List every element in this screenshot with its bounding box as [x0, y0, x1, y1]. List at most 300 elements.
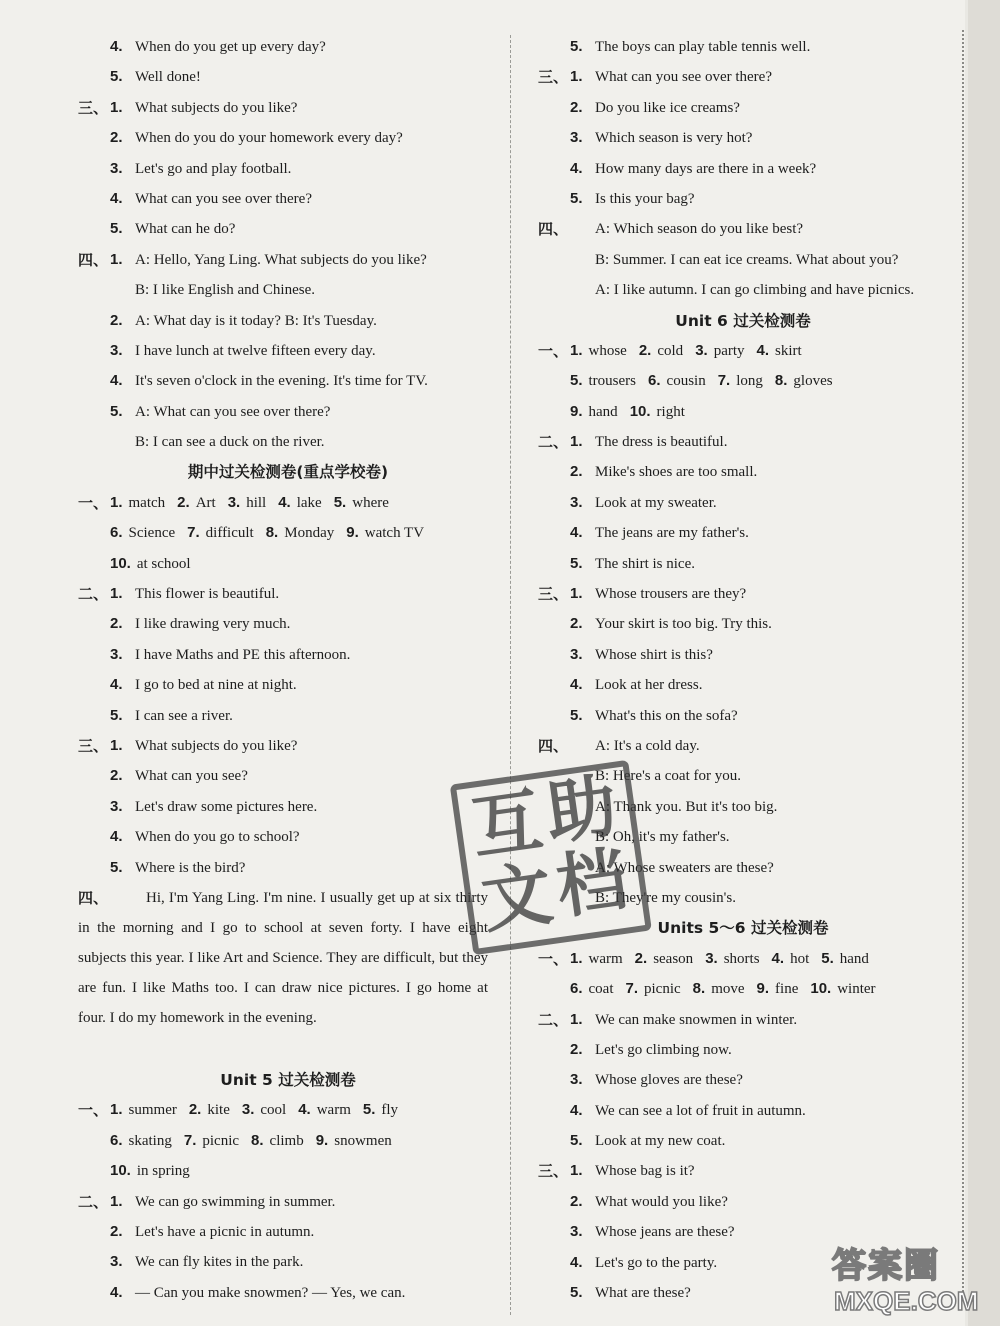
site-watermark	[832, 1238, 992, 1322]
answer-line	[78, 275, 498, 305]
item-number: 1.	[110, 736, 123, 754]
vocab-word: skirt	[775, 342, 802, 359]
answer-text: B: They're my cousin's.	[595, 889, 736, 906]
vocab-item	[630, 397, 685, 427]
item-number: 2.	[570, 615, 583, 633]
vocab-row	[78, 488, 498, 518]
item-number: 6.	[570, 980, 583, 998]
answer-line	[78, 822, 498, 852]
item-number: 3.	[110, 645, 123, 663]
vocab-word: difficult	[205, 525, 254, 542]
answer-text: B: Here's a coat for you.	[595, 768, 741, 785]
item-number: 1.	[110, 98, 123, 116]
answer-text: Mike's shoes are too small.	[595, 464, 758, 481]
item-number: 10.	[629, 402, 651, 420]
vocab-item	[110, 549, 191, 579]
answer-text: Do you like ice creams?	[595, 99, 740, 116]
vocab-word: climb	[269, 1132, 304, 1149]
item-number: 5.	[110, 220, 123, 238]
answer-text: We can make snowmen in winter.	[595, 1011, 798, 1028]
answer-text: A: I like autumn. I can go climbing and have picnics.	[595, 282, 915, 299]
vocab-item	[810, 974, 875, 1004]
answer-text: Let's go to the party.	[595, 1254, 718, 1271]
answer-line	[538, 457, 948, 487]
answer-text: — Can you make snowmen? — Yes, we can.	[135, 1284, 406, 1301]
item-number: 4.	[298, 1101, 311, 1119]
answer-line	[538, 62, 948, 92]
vocab-word: whose	[588, 342, 627, 359]
vocab-items	[570, 397, 697, 427]
answer-text: Whose shirt is this?	[595, 646, 713, 663]
item-number: 5.	[110, 68, 123, 86]
answer-line	[78, 93, 498, 123]
section-marker: 三、	[78, 98, 109, 117]
vocab-word: hand	[588, 403, 618, 420]
answer-text: Which season is very hot?	[595, 130, 753, 147]
vocab-word: picnic	[202, 1132, 240, 1149]
stamp-char: 助	[541, 764, 622, 856]
item-number: 1.	[570, 341, 583, 359]
section-marker: 二、	[78, 585, 109, 604]
vocab-word: winter	[837, 981, 876, 998]
vocab-items	[110, 549, 203, 579]
vocab-item	[775, 366, 833, 396]
vocab-word: hot	[790, 950, 810, 967]
answer-text: When do you get up every day?	[135, 39, 326, 55]
vocab-word: warm	[316, 1102, 351, 1119]
item-number: 5.	[110, 858, 123, 876]
item-number: 5.	[570, 372, 583, 390]
item-number: 3.	[227, 493, 241, 511]
item-number: 2.	[110, 767, 123, 785]
answer-line	[538, 579, 948, 609]
answer-text: It's seven o'clock in the evening. It's time for TV.	[135, 373, 428, 390]
answer-text: Look at my new coat.	[595, 1133, 726, 1150]
vocab-item	[570, 944, 623, 974]
answer-text: Look at her dress.	[595, 677, 703, 694]
answer-line	[538, 1005, 948, 1035]
vocab-word: cold	[657, 342, 684, 359]
section-marker: 四、	[78, 250, 109, 269]
vocab-item	[757, 336, 802, 366]
answer-text: Let's have a picnic in autumn.	[135, 1223, 315, 1240]
item-number: 9.	[570, 402, 583, 420]
answer-text: We can fly kites in the park.	[135, 1254, 304, 1271]
vocab-items	[570, 974, 888, 1004]
answer-line	[538, 549, 948, 579]
vocab-item	[316, 1126, 392, 1156]
answer-line	[78, 792, 498, 822]
answer-line	[538, 488, 948, 518]
answer-text: The dress is beautiful.	[595, 434, 728, 451]
item-number: 2.	[110, 129, 123, 147]
item-number: 10.	[110, 554, 131, 572]
answer-text: What subjects do you like?	[135, 737, 298, 754]
vocab-item	[334, 488, 389, 518]
item-number: 4.	[570, 1101, 583, 1119]
answer-text: What would you like?	[595, 1193, 728, 1210]
vocab-row	[538, 974, 948, 1004]
item-number: 9.	[315, 1131, 329, 1149]
item-number: 4.	[756, 341, 770, 359]
item-number: 1.	[570, 1162, 583, 1180]
stamp-char: 档	[551, 837, 633, 929]
item-number: 2.	[177, 493, 190, 511]
section-heading: Units 5～6 过关检测卷	[657, 919, 829, 938]
answer-line	[538, 1126, 948, 1156]
watermark-stamp	[440, 750, 653, 955]
answer-text: B: Summer. I can eat ice creams. What about you?	[595, 251, 899, 268]
vocab-word: cool	[260, 1102, 287, 1119]
answer-text: I go to bed at nine at night.	[135, 677, 297, 694]
vocab-word: hill	[246, 494, 267, 511]
item-number: 10.	[810, 980, 832, 998]
vocab-item	[363, 1095, 398, 1125]
vocab-word: fine	[775, 981, 799, 998]
item-number: 2.	[638, 341, 652, 359]
vocab-item	[821, 944, 869, 974]
item-number: 9.	[346, 524, 359, 542]
vocab-item	[177, 488, 216, 518]
answer-text: A: Thank you. But it's too big.	[595, 798, 778, 815]
vocab-item	[635, 944, 694, 974]
vocab-word: party	[713, 342, 745, 359]
answer-line	[78, 579, 498, 609]
answer-line	[538, 518, 948, 548]
vocab-item	[639, 336, 683, 366]
answer-line	[78, 609, 498, 639]
answer-text: I like drawing very much.	[135, 616, 291, 633]
section-marker: 一、	[538, 341, 569, 360]
answer-line	[538, 93, 948, 123]
item-number: 2.	[570, 1040, 583, 1058]
vocab-item	[626, 974, 681, 1004]
answer-line	[78, 853, 498, 883]
section-marker: 四、	[538, 736, 569, 755]
vocab-word: coat	[588, 981, 614, 998]
vocab-items	[110, 1095, 410, 1125]
section-marker: 二、	[538, 1010, 569, 1029]
vocab-item	[242, 1095, 286, 1125]
vocab-row	[538, 397, 948, 427]
item-number: 4.	[110, 372, 123, 390]
item-number: 3.	[110, 341, 123, 359]
section-marker: 二、	[78, 1192, 109, 1211]
answer-text: B: I can see a duck on the river.	[135, 434, 325, 451]
vocab-item	[705, 944, 759, 974]
vocab-item	[228, 488, 267, 518]
right-column	[538, 32, 948, 1308]
item-number: 4.	[110, 828, 123, 846]
item-number: 4.	[570, 159, 583, 177]
vocab-word: gloves	[793, 373, 833, 390]
answer-text: The shirt is nice.	[595, 555, 695, 572]
answer-text: The jeans are my father's.	[595, 525, 749, 542]
section-marker: 一、	[78, 1101, 109, 1120]
vocab-item	[278, 488, 322, 518]
vocab-item	[110, 488, 165, 518]
section-heading: Unit 5 过关检测卷	[220, 1070, 356, 1089]
answer-text: We can see a lot of fruit in autumn.	[595, 1102, 806, 1119]
section-marker: 一、	[78, 493, 109, 512]
answer-text: What subjects do you like?	[135, 99, 298, 116]
answer-line	[538, 1096, 948, 1126]
answer-text: What can you see over there?	[595, 69, 772, 86]
answer-line	[538, 640, 948, 670]
vocab-row	[78, 518, 498, 548]
vocab-item	[110, 1156, 190, 1186]
item-number: 1.	[570, 585, 583, 603]
answer-text: Whose gloves are these?	[595, 1072, 743, 1089]
vocab-row	[538, 336, 948, 366]
item-number: 2.	[634, 949, 648, 967]
reading-paragraph-block	[78, 883, 498, 1065]
answer-line	[538, 1035, 948, 1065]
vocab-items	[110, 518, 436, 548]
answer-text: A: Which season do you like best?	[595, 221, 804, 238]
answer-line	[538, 609, 948, 639]
vocab-item	[693, 974, 745, 1004]
item-number: 3.	[570, 1071, 583, 1089]
item-number: 2.	[110, 1222, 123, 1240]
answer-text: B: I like English and Chinese.	[135, 282, 315, 299]
vocab-item	[187, 518, 254, 548]
answer-text: Let's go and play football.	[135, 160, 292, 177]
vocab-items	[110, 1156, 202, 1186]
item-number: 2.	[570, 1192, 583, 1210]
item-number: 7.	[183, 1131, 197, 1149]
section-marker: 四、	[538, 220, 569, 239]
item-number: 5.	[570, 554, 583, 572]
vocab-item	[570, 336, 627, 366]
vocab-item	[718, 366, 763, 396]
vocab-word: kite	[207, 1102, 230, 1119]
vocab-row	[78, 1126, 498, 1156]
vocab-items	[570, 336, 814, 366]
answer-line	[78, 640, 498, 670]
answer-line	[538, 184, 948, 214]
item-number: 5.	[110, 706, 123, 724]
item-number: 8.	[265, 524, 279, 542]
item-number: 1.	[570, 68, 583, 86]
vocab-word: fly	[381, 1102, 399, 1119]
vocab-word: watch TV	[364, 525, 425, 542]
answer-text: A: What day is it today? B: It's Tuesday.	[135, 312, 377, 329]
answer-text: B: Oh, it's my father's.	[595, 829, 730, 846]
answer-line	[78, 306, 498, 336]
item-number: 5.	[333, 493, 347, 511]
item-number: 3.	[570, 129, 583, 147]
vocab-word: Science	[128, 525, 176, 542]
answer-text: Your skirt is too big. Try this.	[595, 616, 772, 633]
item-number: 7.	[717, 372, 731, 390]
answer-line	[78, 154, 498, 184]
vocab-item	[772, 944, 810, 974]
item-number: 6.	[110, 524, 123, 542]
page-margin-strip	[968, 0, 1000, 1326]
answer-text: What are these?	[595, 1285, 691, 1302]
answer-text: A: Whose sweaters are these?	[595, 859, 774, 876]
item-number: 1.	[110, 250, 123, 268]
answer-line	[78, 731, 498, 761]
item-number: 3.	[695, 341, 708, 359]
answer-line	[78, 123, 498, 153]
vocab-row	[78, 549, 498, 579]
answer-line	[78, 670, 498, 700]
section-marker: 三、	[538, 68, 569, 87]
answer-line	[78, 245, 498, 275]
vocab-word: trousers	[588, 373, 637, 390]
answer-text: I can see a river.	[135, 707, 233, 724]
item-number: 2.	[188, 1101, 202, 1119]
item-number: 4.	[771, 949, 785, 967]
item-number: 3.	[110, 797, 123, 815]
answer-text: What can you see over there?	[135, 190, 312, 207]
vocab-item	[570, 397, 618, 427]
answer-text: A: It's a cold day.	[595, 737, 700, 754]
vocab-word: hand	[839, 950, 869, 967]
vocab-item	[695, 336, 744, 366]
item-number: 2.	[110, 615, 123, 633]
item-number: 1.	[570, 949, 583, 967]
item-number: 4.	[570, 524, 583, 542]
vocab-word: season	[653, 950, 694, 967]
answer-line	[78, 336, 498, 366]
vocab-word: move	[711, 981, 745, 998]
item-number: 8.	[774, 372, 788, 390]
answer-line	[78, 1278, 498, 1308]
answer-line	[78, 184, 498, 214]
vocab-item	[184, 1126, 239, 1156]
answer-line	[538, 670, 948, 700]
vocab-word: at school	[136, 555, 191, 572]
answer-line	[78, 701, 498, 731]
vocab-word: lake	[296, 494, 322, 511]
answer-text: When do you do your homework every day?	[135, 130, 403, 147]
vocab-item	[251, 1126, 304, 1156]
vocab-items	[110, 488, 401, 518]
section-marker: 四、	[78, 888, 109, 907]
section-marker: 三、	[78, 736, 109, 755]
vocab-item	[189, 1095, 230, 1125]
item-number: 5.	[570, 189, 583, 207]
answer-line	[538, 32, 948, 62]
answer-line	[538, 123, 948, 153]
item-number: 6.	[648, 372, 661, 390]
section-heading: Unit 6 过关检测卷	[675, 311, 811, 330]
vocab-row	[538, 944, 948, 974]
watermark-logo-text: 答案圈	[832, 1246, 940, 1286]
vocab-items	[110, 1126, 404, 1156]
item-number: 5.	[570, 1132, 583, 1150]
item-number: 4.	[570, 1253, 583, 1271]
item-number: 3.	[705, 949, 718, 967]
item-number: 1.	[110, 1101, 123, 1119]
answer-text: A: What can you see over there?	[135, 403, 331, 420]
answer-line	[78, 1247, 498, 1277]
item-number: 2.	[570, 98, 583, 116]
answer-line	[538, 214, 948, 244]
answer-line	[78, 214, 498, 244]
section-heading: 期中过关检测卷(重点学校卷)	[187, 463, 389, 482]
item-number: 3.	[110, 159, 123, 177]
answer-line	[538, 245, 948, 275]
item-number: 1.	[110, 493, 123, 511]
vocab-items	[570, 944, 881, 974]
item-number: 1.	[110, 585, 123, 603]
item-number: 5.	[110, 402, 123, 420]
vocab-word: summer	[128, 1102, 177, 1119]
answer-line	[78, 427, 498, 457]
item-number: 8.	[692, 980, 706, 998]
item-number: 7.	[625, 980, 639, 998]
vocab-item	[648, 366, 706, 396]
answer-text: When do you go to school?	[135, 829, 300, 846]
vocab-item	[298, 1095, 351, 1125]
item-number: 9.	[756, 980, 770, 998]
vocab-word: picnic	[644, 981, 681, 998]
answer-text: Whose jeans are these?	[595, 1224, 735, 1241]
vocab-item	[570, 366, 636, 396]
item-number: 3.	[110, 1253, 123, 1271]
answer-line	[78, 32, 498, 62]
answer-text: Where is the bird?	[135, 859, 246, 876]
section-marker: 三、	[538, 1162, 569, 1181]
answer-line	[78, 366, 498, 396]
item-number: 3.	[570, 645, 583, 663]
vocab-word: right	[656, 403, 685, 420]
item-number: 4.	[278, 493, 291, 511]
section-marker: 三、	[538, 585, 569, 604]
answer-text: A: Hello, Yang Ling. What subjects do you like?	[135, 251, 427, 268]
item-number: 4.	[110, 189, 123, 207]
vocab-word: shorts	[723, 950, 760, 967]
item-number: 3.	[570, 493, 583, 511]
column-divider	[510, 35, 511, 1315]
item-number: 1.	[570, 433, 583, 451]
vocab-word: in spring	[136, 1163, 190, 1180]
vocab-word: snowmen	[334, 1132, 392, 1149]
answer-text: Whose trousers are they?	[595, 586, 747, 603]
answer-text: How many days are there in a week?	[595, 160, 817, 177]
item-number: 4.	[570, 676, 583, 694]
item-number: 5.	[570, 1284, 583, 1302]
vocab-item	[570, 974, 614, 1004]
item-number: 5.	[362, 1101, 376, 1119]
answer-line	[78, 1217, 498, 1247]
reading-paragraph: Hi, I'm Yang Ling. I'm nine. I usually get up at six thirty in the morning and I go to school at seven forty. I have eight subjects this year. I like Art and Science. They are difficult, but they are fun. I like Maths too. I can draw nice pictures. I go home at four. I do my homework in the evening.	[78, 889, 488, 1027]
answer-text: Look at my sweater.	[595, 494, 717, 511]
answer-line	[538, 154, 948, 184]
item-number: 7.	[187, 524, 200, 542]
stamp-char: 互	[466, 778, 548, 870]
answer-text: Whose bag is it?	[595, 1163, 695, 1180]
item-number: 5.	[821, 949, 834, 967]
vocab-row	[78, 1095, 498, 1125]
answer-text: What can you see?	[135, 768, 248, 785]
answer-text: The boys can play table tennis well.	[595, 39, 811, 55]
vocab-word: long	[736, 373, 763, 390]
vocab-row	[78, 1156, 498, 1186]
answer-text: I have Maths and PE this afternoon.	[135, 646, 351, 663]
answer-text: Let's draw some pictures here.	[135, 798, 318, 815]
vocab-row	[538, 366, 948, 396]
item-number: 4.	[110, 676, 123, 694]
item-number: 4.	[110, 38, 123, 55]
item-number: 10.	[110, 1162, 131, 1180]
item-number: 4.	[110, 1283, 123, 1301]
answer-text: What's this on the sofa?	[595, 707, 738, 724]
